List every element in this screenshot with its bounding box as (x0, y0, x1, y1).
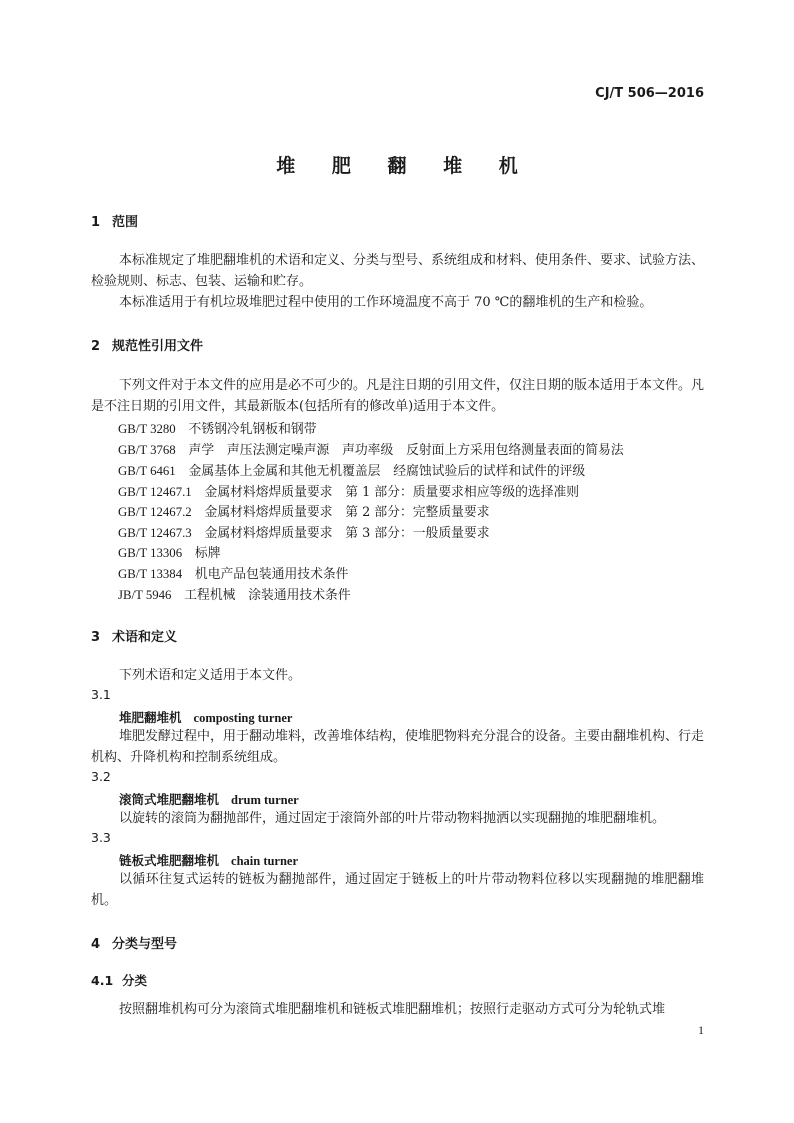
section-title: 规范性引用文件 (112, 339, 204, 354)
reference-code: GB/T 13384 (118, 567, 183, 581)
subsection-number: 4.1 (91, 973, 114, 988)
scope-paragraph-1: 本标准规定了堆肥翻堆机的术语和定义、分类与型号、系统组成和材料、使用条件、要求、试验方法、检验规则、标志、包装、运输和贮存。 (91, 253, 705, 289)
reference-title: 工程机械 涂装通用技术条件 (184, 588, 351, 603)
reference-item (118, 522, 490, 541)
term-heading (119, 708, 292, 726)
section-3-heading (91, 626, 177, 645)
reference-code: GB/T 12467.3 (118, 526, 192, 540)
reference-item (118, 460, 585, 479)
reference-code: GB/T 6461 (118, 464, 176, 478)
reference-item (118, 481, 579, 500)
reference-title: 机电产品包装通用技术条件 (194, 567, 349, 582)
reference-code: GB/T 12467.2 (118, 505, 192, 519)
term-heading (119, 790, 299, 808)
term-english: composting turner (193, 711, 293, 725)
section-1-heading (91, 211, 138, 230)
standard-code: CJ/T 506—2016 (595, 86, 704, 101)
scope-paragraph-2: 本标准适用于有机垃圾堆肥过程中使用的工作环境温度不高于 70 ℃的翻堆机的生产和检验。 (119, 295, 653, 310)
term-chinese: 滚筒式堆肥翻堆机 (119, 792, 220, 807)
section-number: 3 (91, 630, 101, 645)
reference-code: GB/T 3280 (118, 422, 176, 436)
page-number: 1 (698, 1023, 704, 1037)
reference-title: 声学 声压法测定噪声源 声功率级 反射面上方采用包络测量表面的简易法 (188, 443, 624, 458)
section-number: 1 (91, 215, 101, 230)
section-title: 分类与型号 (112, 937, 178, 952)
section-title: 术语和定义 (112, 630, 178, 645)
reference-item (118, 418, 316, 437)
term-number: 3.2 (91, 769, 111, 784)
section-number: 4 (91, 937, 101, 952)
reference-item (118, 439, 624, 458)
term-definition: 以旋转的滚筒为翻抛部件，通过固定于滚筒外部的叶片带动物料抛洒以实现翻抛的堆肥翻堆机。 (119, 811, 666, 826)
section-number: 2 (91, 339, 101, 354)
reference-item (118, 563, 348, 582)
reference-title: 不锈钢冷轧钢板和钢带 (188, 422, 317, 437)
reference-title: 金属材料熔焊质量要求 第 2 部分：完整质量要求 (204, 505, 490, 520)
section-2-heading (91, 335, 203, 354)
term-definition: 堆肥发酵过程中，用于翻动堆料，改善堆体结构，使堆肥物料充分混合的设备。主要由翻堆机构、行走机构、升降机构和控制系统组成。 (91, 729, 705, 765)
section-4-heading (91, 933, 177, 952)
reference-item (118, 501, 490, 520)
reference-code: GB/T 3768 (118, 443, 176, 457)
reference-item (118, 584, 351, 603)
normative-references-intro: 下列文件对于本文件的应用是必不可少的。凡是注日期的引用文件，仅注日期的版本适用于本文件。凡是不注日期的引用文件，其最新版本(包括所有的修改单)适用于本文件。 (91, 378, 705, 414)
term-definition: 以循环往复式运转的链板为翻抛部件，通过固定于链板上的叶片带动物料位移以实现翻抛的堆肥翻堆机。 (91, 872, 704, 908)
reference-title: 金属基体上金属和其他无机覆盖层 经腐蚀试验后的试样和试件的评级 (188, 464, 586, 479)
reference-title: 金属材料熔焊质量要求 第 1 部分：质量要求相应等级的选择准则 (204, 485, 580, 500)
term-number: 3.3 (91, 830, 111, 845)
terms-intro: 下列术语和定义适用于本文件。 (119, 668, 302, 683)
term-number: 3.1 (91, 687, 111, 702)
classification-paragraph: 按照翻堆机构可分为滚筒式堆肥翻堆机和链板式堆肥翻堆机；按照行走驱动方式可分为轮轨式堆 (119, 1002, 666, 1017)
subsection-title: 分类 (122, 973, 148, 988)
term-chinese: 链板式堆肥翻堆机 (119, 853, 220, 868)
term-english: chain turner (231, 854, 299, 868)
reference-code: GB/T 13306 (118, 546, 183, 560)
reference-title: 标牌 (194, 546, 221, 561)
document-title: 堆 肥 翻 堆 机 (276, 155, 533, 177)
term-heading (119, 851, 298, 869)
term-english: drum turner (231, 793, 299, 807)
reference-item (118, 542, 221, 561)
subsection-4-1-heading (91, 971, 147, 989)
section-title: 范围 (112, 215, 139, 230)
term-chinese: 堆肥翻堆机 (119, 710, 182, 725)
reference-code: JB/T 5946 (118, 588, 172, 602)
reference-code: GB/T 12467.1 (118, 485, 192, 499)
reference-title: 金属材料熔焊质量要求 第 3 部分：一般质量要求 (204, 526, 490, 541)
